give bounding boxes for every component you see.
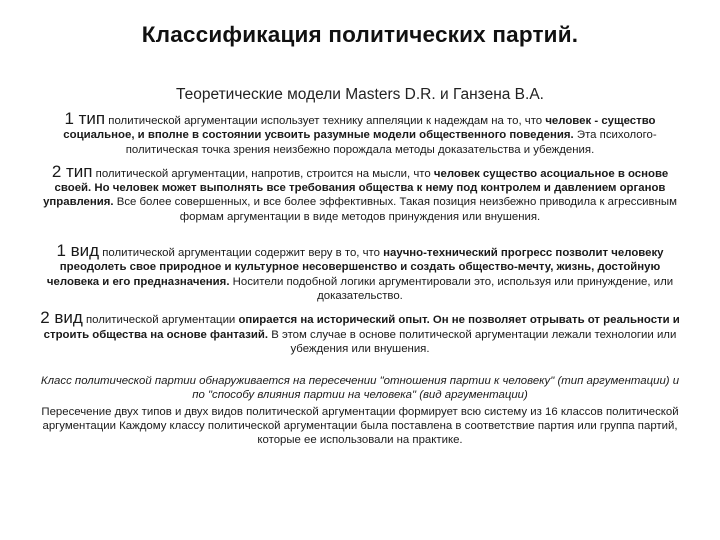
kind-2-bold: опирается на исторический опыт. Он не позволяет отрывать от реальности и строить общества на основе фантазий. [43,314,680,341]
conclusion [40,374,680,447]
kind-2-text-a: политической аргументации [82,314,239,327]
type-2-bold: человек существо асоциальное в основе своей. Но человек может выполнять все требования общества к нему под контролем и давлением органов управления. [43,167,669,209]
type-2-text-a: политической аргументации, напротив, строится на мысли, что [92,167,434,180]
type-2-lead: 2 тип [51,161,93,181]
kind-2-text-b: В этом случае в основе политической аргументации лежали технологии или убеждения или внушения. [268,328,677,355]
kind-1-text-a: политической аргументации содержит веру в то, что [99,247,384,260]
type-1-lead: 1 тип [64,109,106,128]
subtitle: Теоретические модели Masters D.R. и Ганзена В.А. [176,86,544,103]
kind-1-paragraph [40,241,680,303]
type-1-text-b: Эта психолого-политическая точка зрения неизбежно порождала методы доказательства и убеждения. [125,129,657,156]
conclusion-italic: Класс политической партии обнаруживается на пересечении "отношения партии к человеку" (тип аргументации) и по "способу влияния партии на человека" (вид аргументации) [40,375,680,402]
kind-1-text-b: Носители подобной логики аргументировали это, используя или принуждение, или доказательство. [229,275,674,302]
type-1-text-a: политической аргументации использует технику аппеляции к надеждам на то, что [105,115,546,127]
conclusion-text: Пересечение двух типов и двух видов политической аргументации формирует всю систему из 16 классов политической аргументации Каждому классу политической аргументации была поставлена в соответствие партия или группа партий, которые ее использовали на практике. [41,405,679,447]
kind-2-lead: 2 вид [40,308,83,328]
type-2-paragraph [40,161,680,224]
page-title: Классификация политических партий. [141,22,579,47]
type-1-paragraph [40,109,680,157]
type-1-bold: человек - существо социальное, и вполне в состоянии усвоить разумные модели общественного поведения. [63,115,656,142]
kind-1-lead: 1 вид [56,241,100,261]
type-2-text-b: Все более совершенных, и все более эффективных. Такая позиция неизбежно приводила к агрессивным формам аргументации в виде методов принуждения или внушения. [113,196,677,223]
kind-1-bold: научно-технический прогресс позволит человеку преодолеть свое природное и культурное несовершенство и создать общество-мечту, жизнь, достойную человека и его предназначения. [46,247,664,288]
kind-2-paragraph [40,308,680,356]
